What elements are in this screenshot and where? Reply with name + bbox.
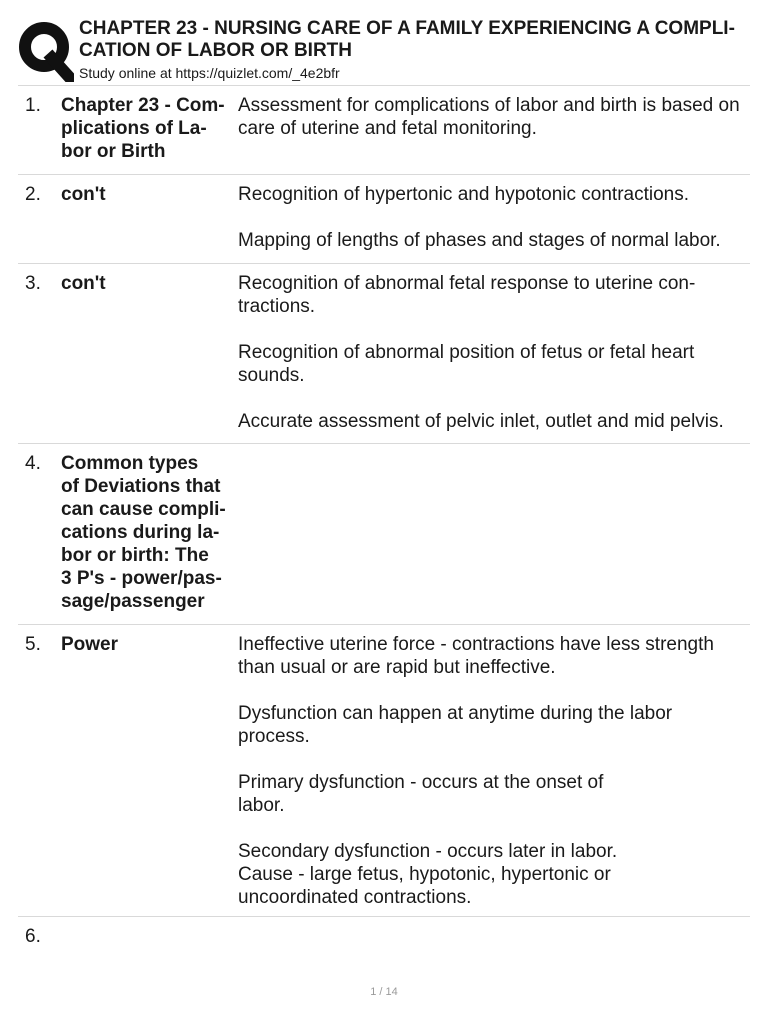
flashcard-row — [18, 444, 750, 625]
definition-paragraph: Recognition of abnormal position of fetus or fetal heart sounds. — [238, 342, 695, 386]
study-online-link[interactable]: Study online at https://quizlet.com/_4e2bfr — [79, 65, 340, 81]
definition-paragraph: Dysfunction can happen at anytime during the labor process. — [238, 703, 673, 747]
flashcard-list — [18, 85, 750, 967]
flashcard-row — [18, 264, 750, 444]
title-line-1: CHAPTER 23 - NURSING CARE OF A FAMILY EXPERIENCING A COMPLI- — [79, 18, 735, 39]
card-number: 3. — [25, 273, 41, 294]
title-line-2: CATION OF LABOR OR BIRTH — [79, 40, 353, 61]
definition-paragraph: Primary dysfunction - occurs at the onset of labor. — [238, 772, 604, 816]
card-number: 1. — [25, 95, 41, 116]
flashcard-row — [18, 625, 750, 917]
card-number: 4. — [25, 453, 41, 474]
page-indicator: 1 / 14 — [370, 986, 398, 998]
card-term: con't — [61, 273, 106, 294]
card-definition — [238, 94, 743, 140]
card-number: 5. — [25, 634, 41, 655]
definition-paragraph: Secondary dysfunction - occurs later in labor. Cause - large fetus, hypotonic, hypertonic or uncoordinated contractions. — [238, 841, 618, 908]
definition-paragraph: Ineffective uterine force - contractions have less strength than usual or are rapid but ineffective. — [238, 634, 714, 678]
definition-paragraph: Mapping of lengths of phases and stages of normal labor. — [238, 230, 721, 251]
page-title — [79, 18, 768, 62]
definition-paragraph: Recognition of hypertonic and hypotonic contractions. — [238, 184, 689, 205]
card-definition — [238, 183, 743, 252]
definition-paragraph: Assessment for complications of labor and birth is based on care of uterine and fetal monitoring. — [238, 95, 740, 139]
definition-paragraph: Recognition of abnormal fetal response to uterine con- tractions. — [238, 273, 696, 317]
flashcard-row — [18, 86, 750, 175]
flashcard-row — [18, 175, 750, 264]
card-number: 6. — [25, 926, 41, 947]
card-definition — [238, 272, 743, 433]
page-header — [18, 16, 768, 86]
quizlet-logo-icon — [18, 20, 74, 82]
flashcard-row — [18, 917, 750, 967]
card-term: con't — [61, 184, 106, 205]
card-term: Chapter 23 - Com- plications of La- bor or Birth — [61, 95, 225, 162]
definition-paragraph: Accurate assessment of pelvic inlet, outlet and mid pelvis. — [238, 411, 724, 432]
card-term: Common types of Deviations that can cause compli- cations during la- bor or birth: The 3 P's - power/pas- sage/passenger — [61, 453, 226, 612]
card-definition — [238, 633, 743, 909]
card-term: Power — [61, 634, 119, 655]
card-number: 2. — [25, 184, 41, 205]
